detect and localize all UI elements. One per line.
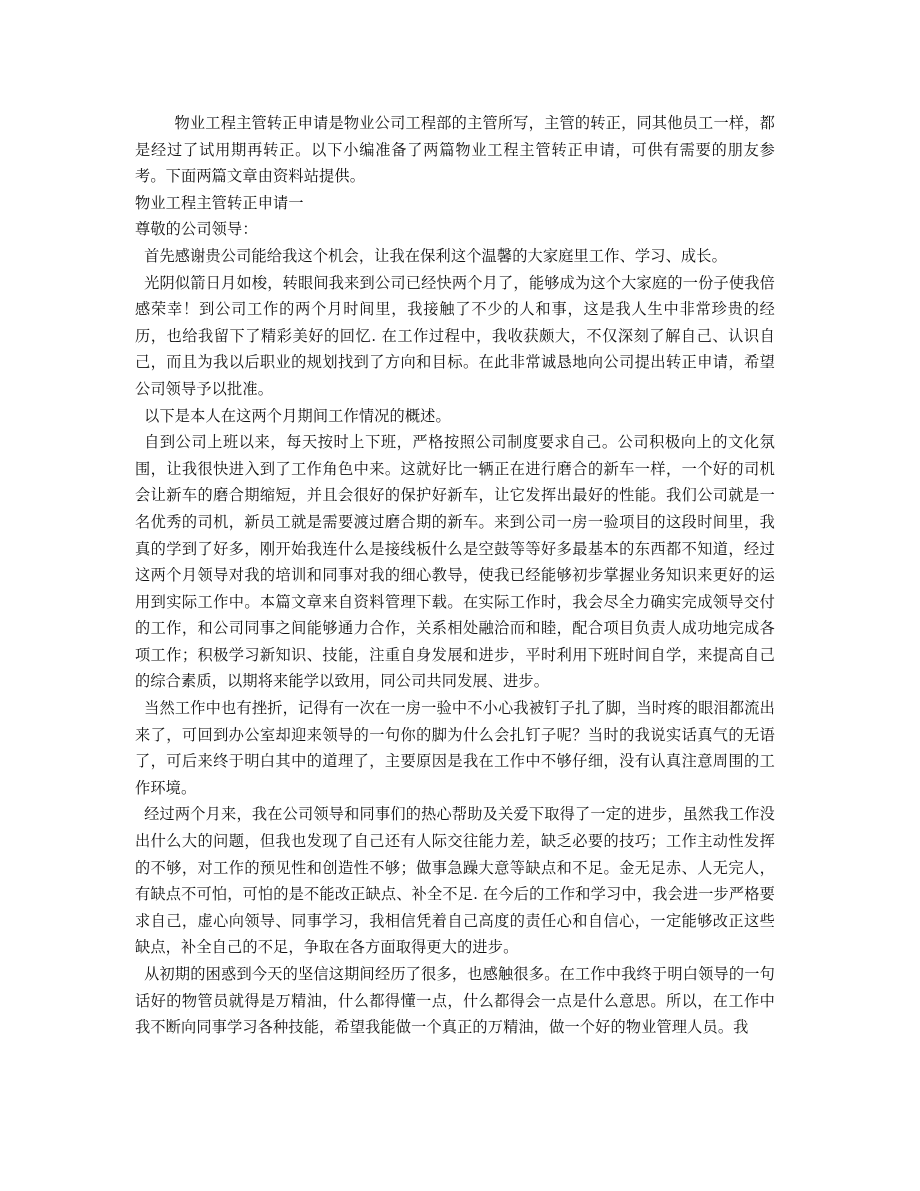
body-paragraph-setback: 当然工作中也有挫折，记得有一次在一房一验中不小心我被钉子扎了脚，当时疼的眼泪都流出来了，可回到办公室却迎来领导的一句你的脚为什么会扎钉子呢？当时的我说实话真气的无语了，可后来终于明白其中的道理了，主要原因是我在工作中不够仔细，没有认真注意周围的工作环境。 [135,699,775,797]
salutation: 尊敬的公司领导： [135,220,258,239]
body-paragraph-request: 光阴似箭日月如梭，转眼间我来到公司已经快两个月了，能够成为这个大家庭的一份子使我倍感荣幸！到公司工作的两个月时间里，我接触了不少的人和事，这是我人生中非常珍贵的经历，也给我留下了精彩美好的回忆. 在工作过程中，我收获颇大，不仅深刻了解自己、认识自己，而且为我以后职业的规划找到了方向和目标。在此非常诚恳地向公司提出转正申请，希望公司领导予以批准。 [135,273,775,398]
body-paragraph-work: 自到公司上班以来，每天按时上下班，严格按照公司制度要求自己。公司积极向上的文化氛围，让我很快进入到了工作角色中来。这就好比一辆正在进行磨合的新车一样，一个好的司机会让新车的磨合期缩短，并且会很好的保护好新车，让它发挥出最好的性能。我们公司就是一名优秀的司机，新员工就是需要渡过磨合期的新车。来到公司一房一验项目的这段时间里，我真的学到了好多，刚开始我连什么是接线板什么是空鼓等等好多最基本的东西都不知道，经过这两个月领导对我的培训和同事对我的细心教导，使我已经能够初步掌握业务知识来更好的运用到实际工作中。本篇文章来自资料管理下载。在实际工作时，我会尽全力确实完成领导交付的工作，和公司同事之间能够通力合作，关系相处融洽而和睦，配合项目负责人成功地完成各项工作；积极学习新知识、技能，注重自身发展和进步，平时利用下班时间自学，来提高自己的综合素质，以期将来能学以致用，同公司共同发展、进步。 [135,433,775,691]
body-paragraph-overview: 以下是本人在这两个月期间工作情况的概述。 [144,406,451,425]
section-heading: 物业工程主管转正申请一 [135,193,304,212]
intro-paragraph: 物业工程主管转正申请是物业公司工程部的主管所写，主管的转正，同其他员工一样，都是经过了试用期再转正。以下小编准备了两篇物业工程主管转正申请，可供有需要的朋友参考。下面两篇文章由资料站提供。 [135,114,775,186]
body-paragraph-reflection: 从初期的困惑到今天的坚信这期间经历了很多，也感触很多。在工作中我终于明白领导的一句话好的物管员就得是万精油，什么都得懂一点，什么都得会一点是什么意思。所以，在工作中我不断向同事学习各种技能，希望我能做一个真正的万精油，做一个好的物业管理人员。我 [135,965,775,1037]
body-paragraph-progress: 经过两个月来，我在公司领导和同事们的热心帮助及关爱下取得了一定的进步，虽然我工作没出什么大的问题，但我也发现了自己还有人际交往能力差，缺乏必要的技巧；工作主动性发挥的不够，对工作的预见性和创造性不够；做事急躁大意等缺点和不足。金无足赤、人无完人，有缺点不可怕，可怕的是不能改正缺点、补全不足. 在今后的工作和学习中，我会进一步严格要求自己，虚心向领导、同事学习，我相信凭着自己高度的责任心和自信心，一定能够改正这些缺点，补全自己的不足，争取在各方面取得更大的进步。 [135,805,775,957]
document-body [135,110,775,1041]
body-paragraph-thanks: 首先感谢贵公司能给我这个机会，让我在保利这个温馨的大家庭里工作、学习、成长。 [144,246,727,265]
